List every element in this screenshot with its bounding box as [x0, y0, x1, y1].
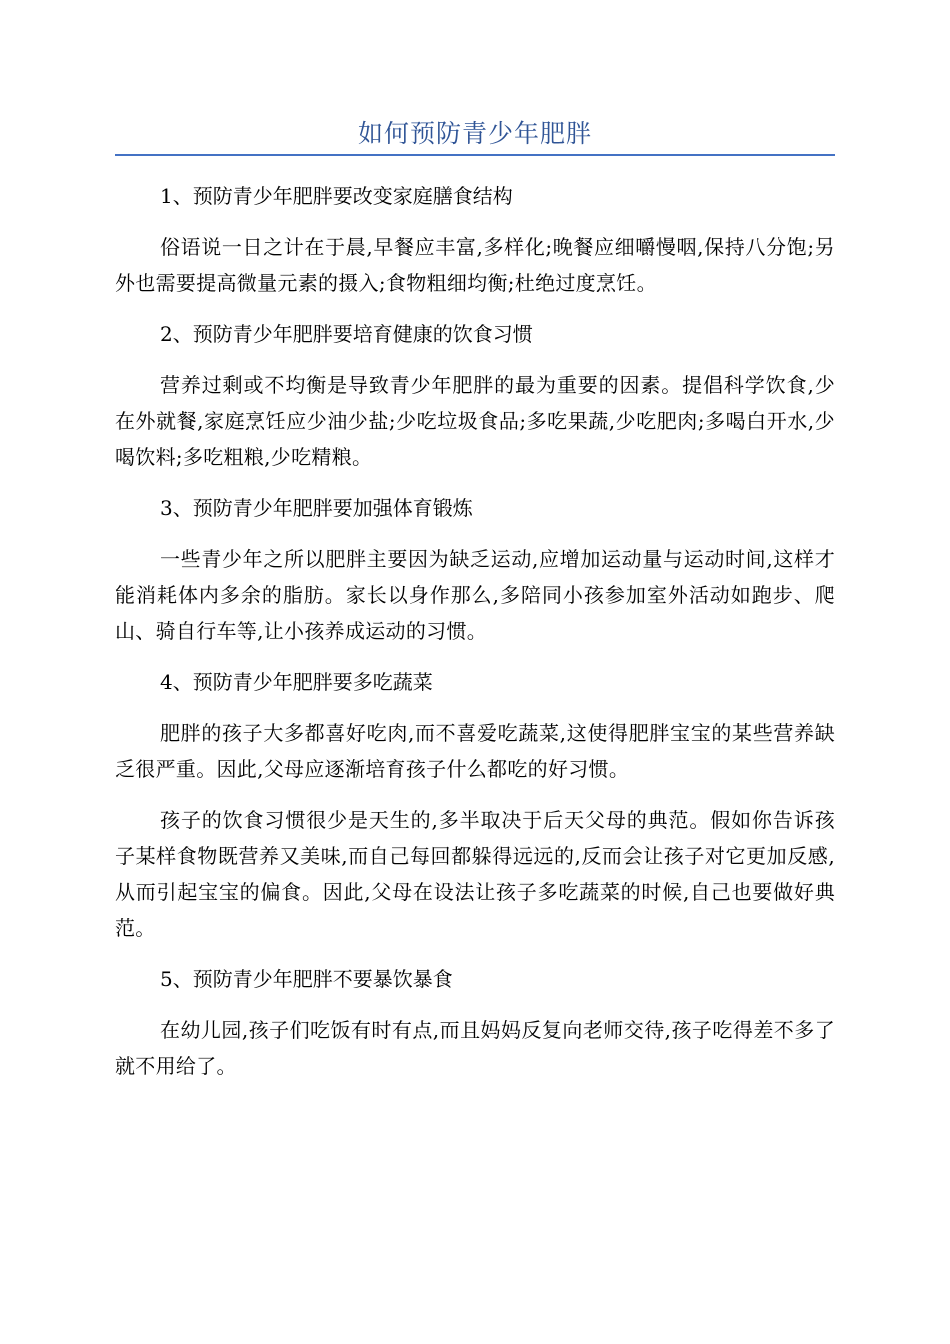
paragraph-1: 俗语说一日之计在于晨,早餐应丰富,多样化;晚餐应细嚼慢咽,保持八分饱;另外也需要提高微量元素的摄入;食物粗细均衡;杜绝过度烹饪。	[115, 235, 835, 295]
paragraph-4a: 肥胖的孩子大多都喜好吃肉,而不喜爱吃蔬菜,这使得肥胖宝宝的某些营养缺乏很严重。因此,父母应逐渐培育孩子什么都吃的好习惯。	[115, 721, 835, 781]
paragraph-3: 一些青少年之所以肥胖主要因为缺乏运动,应增加运动量与运动时间,这样才能消耗体内多余的脂肪。家长以身作那么,多陪同小孩参加室外活动如跑步、爬山、骑自行车等,让小孩养成运动的习惯。	[115, 547, 835, 643]
section-heading-5: 5、预防青少年肥胖不要暴饮暴食	[160, 967, 453, 991]
title-underline	[115, 154, 835, 156]
document-title: 如何预防青少年肥胖	[357, 119, 592, 148]
document-page	[115, 0, 835, 1099]
document-body	[115, 178, 835, 1099]
paragraph-2: 营养过剩或不均衡是导致青少年肥胖的最为重要的因素。提倡科学饮食,少在外就餐,家庭烹饪应少油少盐;少吃垃圾食品;多吃果蔬,少吃肥肉;多喝白开水,少喝饮料;多吃粗粮,少吃精粮。	[115, 373, 835, 469]
paragraph-5: 在幼儿园,孩子们吃饭有时有点,而且妈妈反复向老师交待,孩子吃得差不多了就不用给了。	[115, 1018, 835, 1078]
section-heading-3: 3、预防青少年肥胖要加强体育锻炼	[160, 496, 473, 520]
section-heading-1: 1、预防青少年肥胖要改变家庭膳食结构	[160, 184, 513, 208]
paragraph-4b: 孩子的饮食习惯很少是天生的,多半取决于后天父母的典范。假如你告诉孩子某样食物既营养又美味,而自己每回都躲得远远的,反而会让孩子对它更加反感,从而引起宝宝的偏食。因此,父母在设法让孩子多吃蔬菜的时候,自己也要做好典范。	[115, 808, 835, 940]
section-heading-2: 2、预防青少年肥胖要培育健康的饮食习惯	[160, 322, 533, 346]
section-heading-4: 4、预防青少年肥胖要多吃蔬菜	[160, 670, 433, 694]
